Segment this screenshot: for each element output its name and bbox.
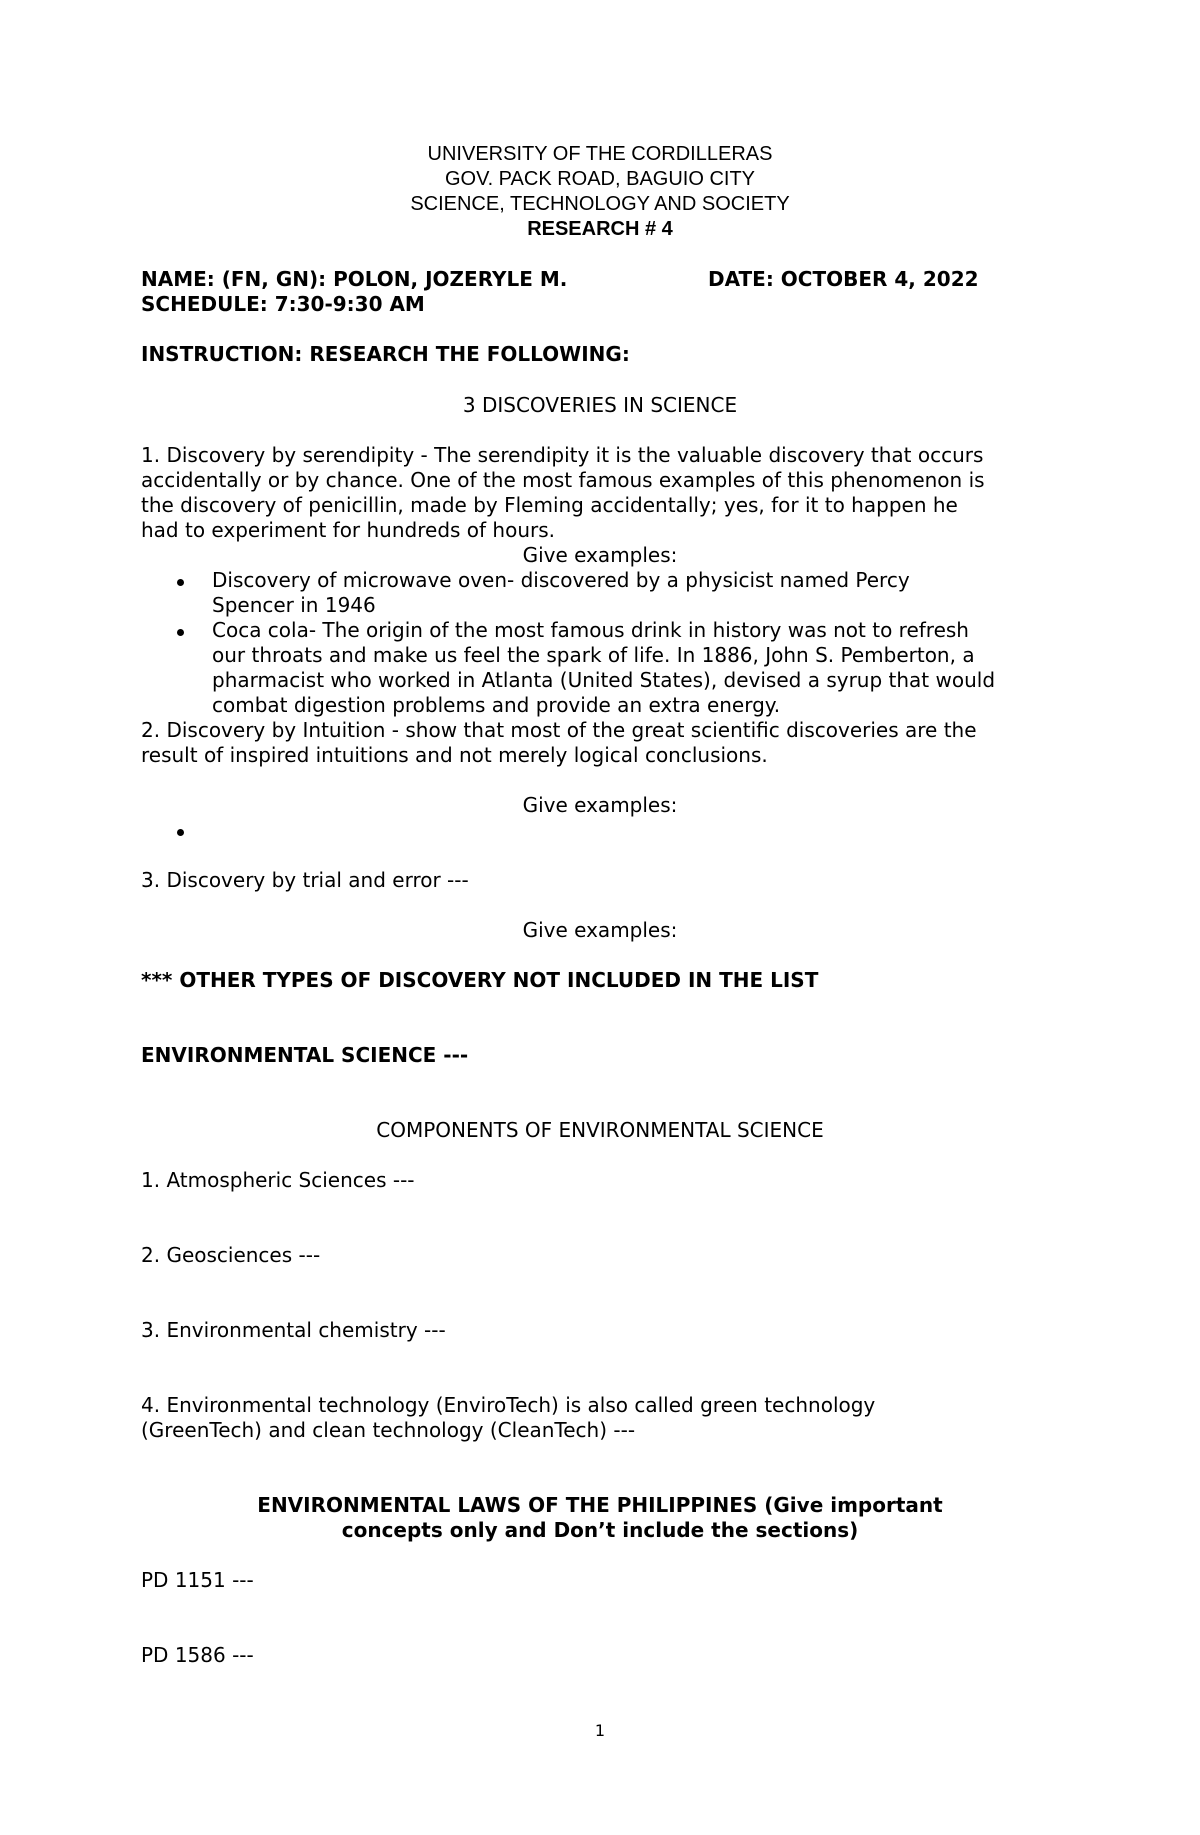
page-number: 1: [594, 1721, 606, 1740]
environmental-laws-heading: concepts only and Don’t include the sections): [341, 1518, 859, 1542]
course-title: SCIENCE, TECHNOLOGY AND SOCIETY: [410, 193, 790, 215]
give-examples-label: Give examples:: [522, 793, 678, 817]
class-schedule: SCHEDULE: 7:30-9:30 AM: [141, 292, 425, 316]
example-line: Spencer in 1946: [212, 593, 376, 617]
example-line: Discovery of microwave oven- discovered by a physicist named Percy: [212, 568, 910, 592]
example-line: our throats and make us feel the spark of life. In 1886, John S. Pemberton, a: [212, 643, 975, 667]
example-line: pharmacist who worked in Atlanta (United States), devised a syrup that would: [212, 668, 996, 692]
research-number: RESEARCH # 4: [527, 218, 673, 240]
discovery-1-line: 1. Discovery by serendipity - The serendipity it is the valuable discovery that occurs: [141, 443, 984, 467]
environmental-laws-heading: ENVIRONMENTAL LAWS OF THE PHILIPPINES (Give important: [257, 1493, 943, 1517]
discovery-1-line: the discovery of penicillin, made by Fleming accidentally; yes, for it to happen he: [141, 493, 958, 517]
give-examples-label: Give examples:: [522, 543, 678, 567]
discovery-2-line: 2. Discovery by Intuition - show that most of the great scientific discoveries are the: [141, 718, 977, 742]
submission-date: DATE: OCTOBER 4, 2022: [708, 267, 979, 291]
discovery-3-line: 3. Discovery by trial and error ---: [141, 868, 469, 892]
discovery-1-line: accidentally or by chance. One of the most famous examples of this phenomenon is: [141, 468, 985, 492]
discovery-2-line: result of inspired intuitions and not merely logical conclusions.: [141, 743, 768, 767]
example-line: Coca cola- The origin of the most famous drink in history was not to refresh: [212, 618, 969, 642]
law-item: PD 1586 ---: [141, 1643, 254, 1667]
components-heading: COMPONENTS OF ENVIRONMENTAL SCIENCE: [376, 1118, 824, 1142]
component-item: 3. Environmental chemistry ---: [141, 1318, 446, 1342]
university-address: GOV. PACK ROAD, BAGUIO CITY: [444, 168, 756, 190]
law-item: PD 1151 ---: [141, 1568, 254, 1592]
bullet-icon: [177, 629, 184, 636]
discoveries-heading: 3 DISCOVERIES IN SCIENCE: [462, 393, 738, 417]
component-item: 1. Atmospheric Sciences ---: [141, 1168, 415, 1192]
environmental-science-title: ENVIRONMENTAL SCIENCE ---: [141, 1043, 469, 1067]
example-line: combat digestion problems and provide an extra energy.: [212, 693, 781, 717]
instruction-text: INSTRUCTION: RESEARCH THE FOLLOWING:: [141, 342, 630, 366]
component-item: (GreenTech) and clean technology (CleanTech) ---: [141, 1418, 636, 1442]
bullet-icon: [177, 829, 184, 836]
bullet-icon: [177, 579, 184, 586]
university-name: UNIVERSITY OF THE CORDILLERAS: [427, 143, 773, 165]
other-discoveries-heading: *** OTHER TYPES OF DISCOVERY NOT INCLUDED IN THE LIST: [141, 968, 819, 992]
component-item: 4. Environmental technology (EnviroTech) is also called green technology: [141, 1393, 876, 1417]
student-name: NAME: (FN, GN): POLON, JOZERYLE M.: [141, 267, 568, 291]
give-examples-label: Give examples:: [522, 918, 678, 942]
component-item: 2. Geosciences ---: [141, 1243, 321, 1267]
discovery-1-line: had to experiment for hundreds of hours.: [141, 518, 556, 542]
